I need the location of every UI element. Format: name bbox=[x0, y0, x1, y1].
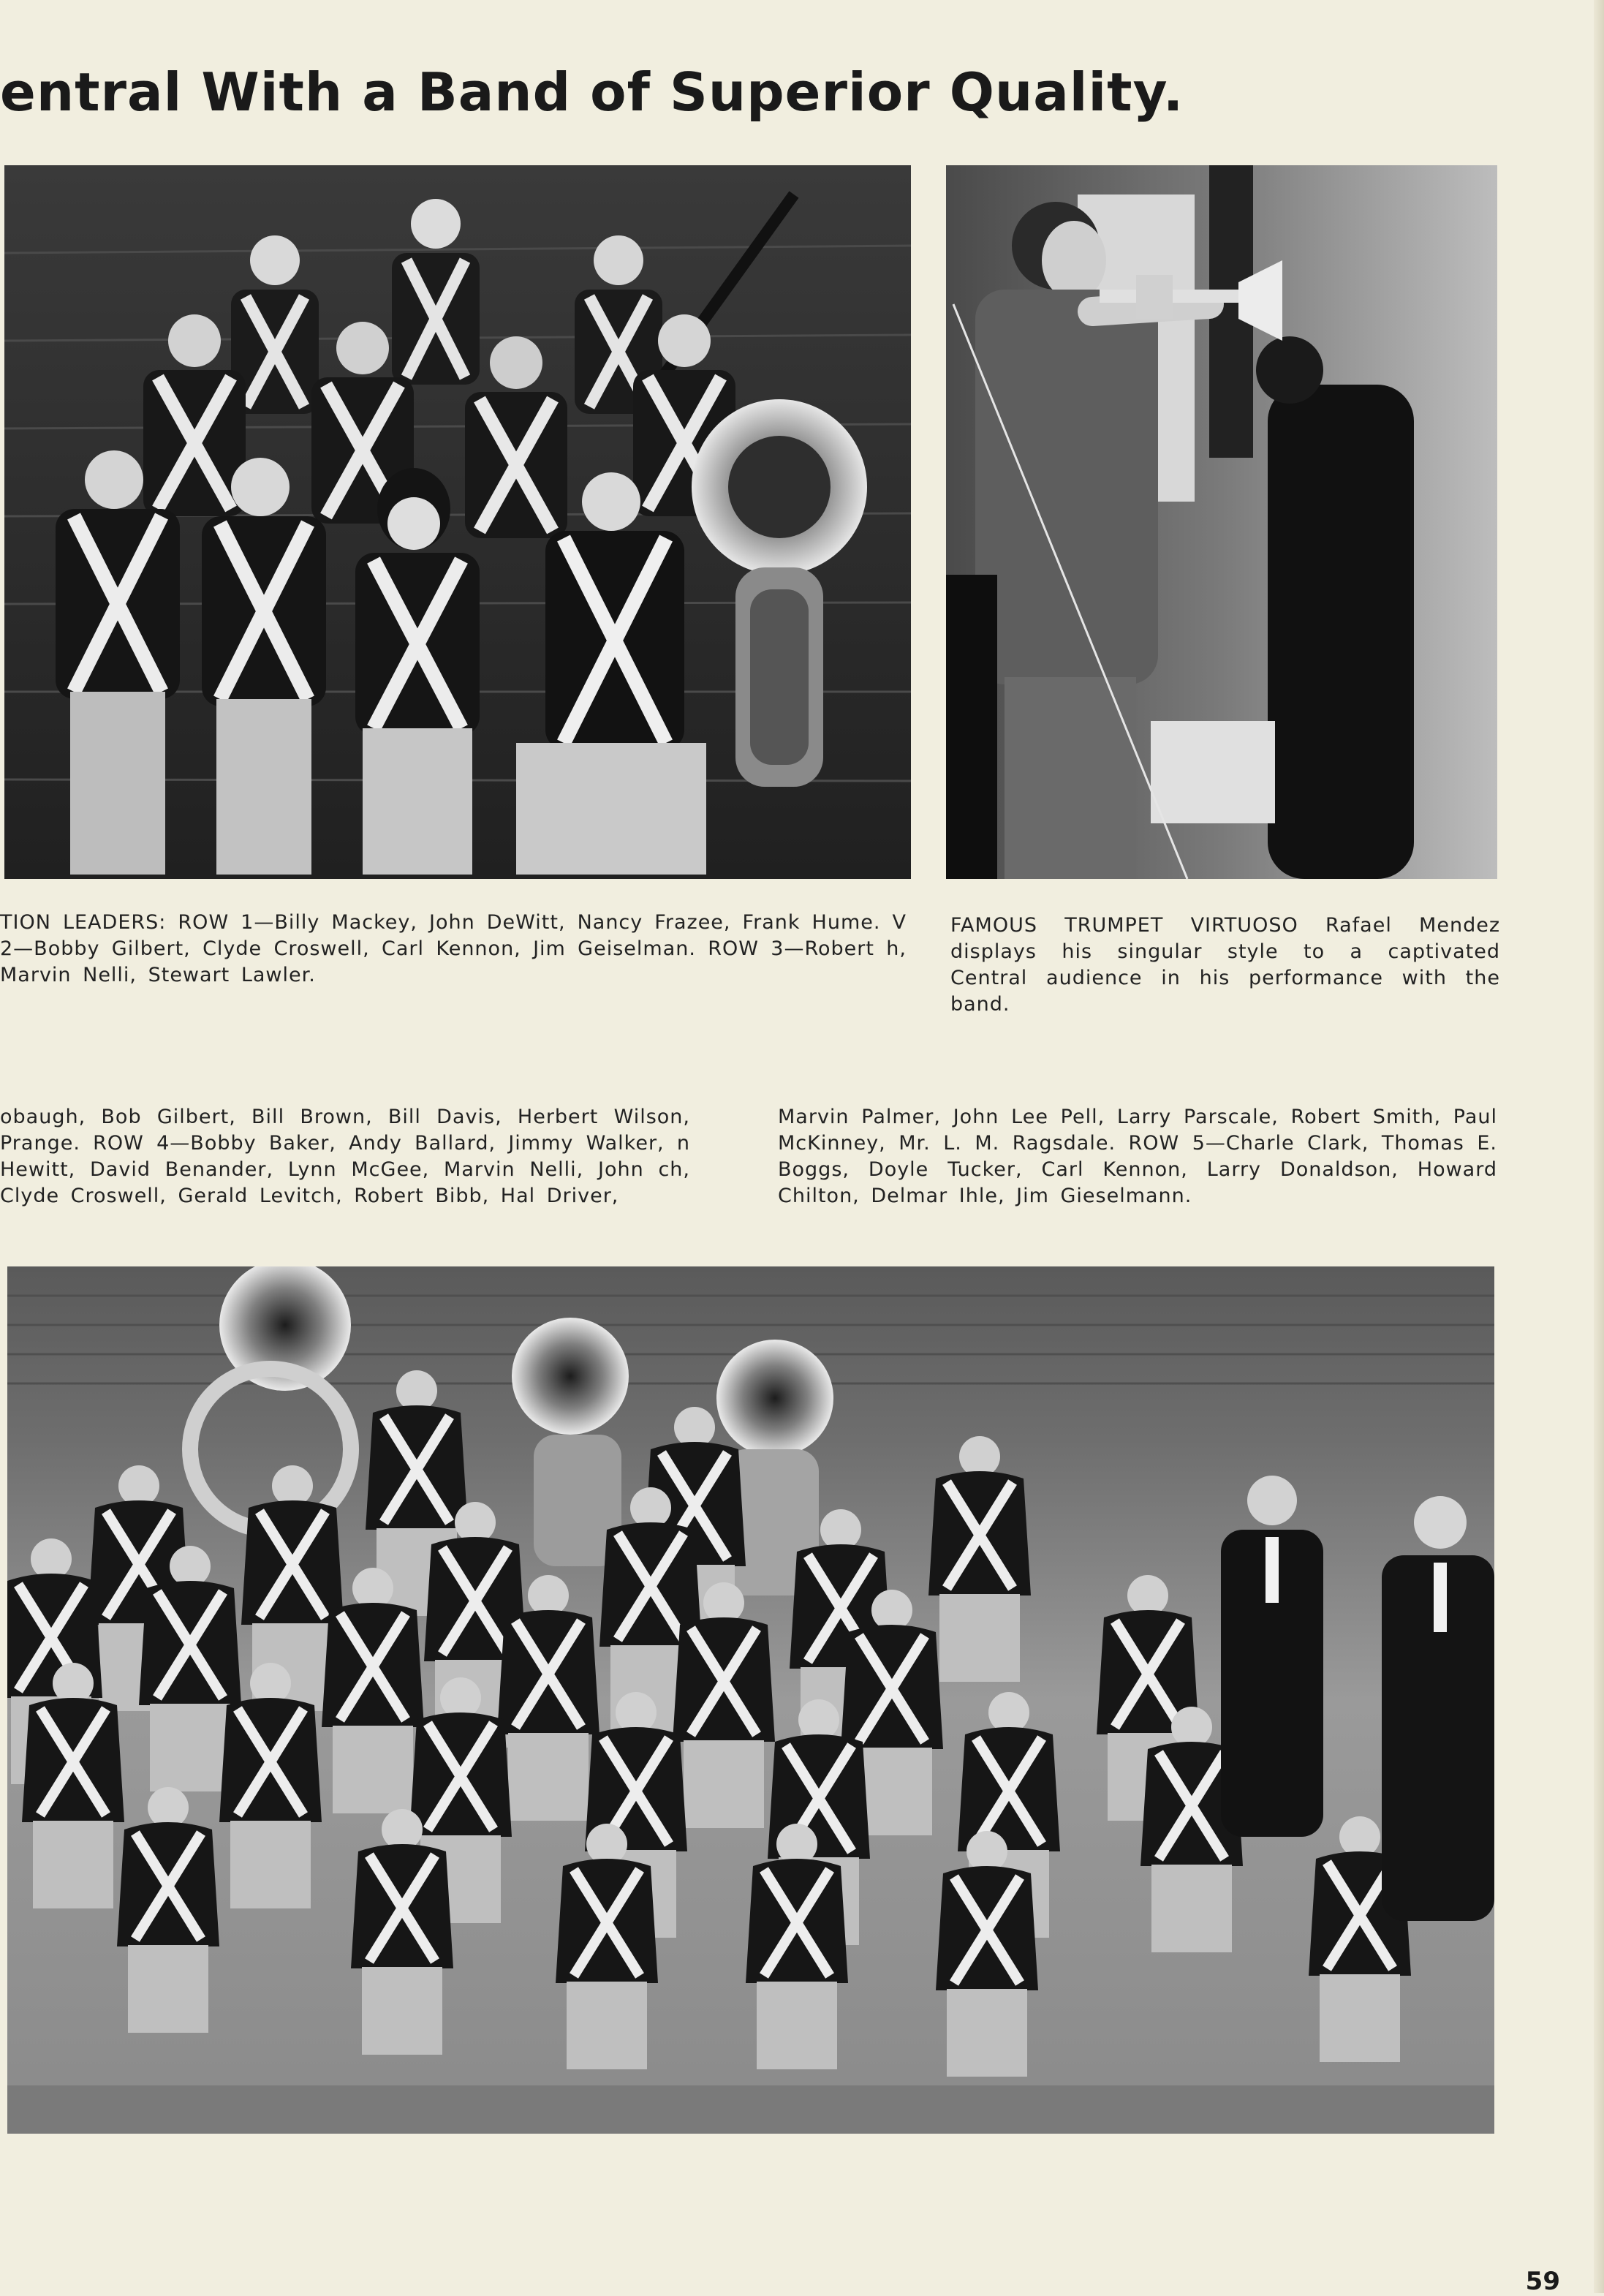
band-roster-right-text: Marvin Palmer, John Lee Pell, Larry Parscale, Robert Smith, Paul McKinney, Mr. L. M. Ragsdale. ROW 5—Charle Clark, Thomas E. Boggs, Doyle Tucker, Carl Kennon, Larry Donaldson, Howard Chilton, Delmar Ihle, Jim Gieselmann. bbox=[778, 1106, 1497, 1207]
trumpet-virtuoso-photo bbox=[946, 165, 1497, 879]
page-edge bbox=[1594, 0, 1604, 2293]
full-band-photo-art bbox=[7, 1266, 1494, 2134]
page-number: 59 bbox=[1525, 2267, 1560, 2296]
full-band-photo bbox=[7, 1266, 1494, 2134]
section-leaders-caption-text: TION LEADERS: ROW 1—Billy Mackey, John DeWitt, Nancy Frazee, Frank Hume. V 2—Bobby Gilbert, Clyde Croswell, Carl Kennon, Jim Geiselman. ROW 3—Robert h, Marvin Nelli, Stewart Lawler. bbox=[0, 911, 907, 986]
band-roster-caption-left bbox=[0, 1104, 690, 1209]
band-roster-left-text: obaugh, Bob Gilbert, Bill Brown, Bill Davis, Herbert Wilson, Prange. ROW 4—Bobby Baker, Andy Ballard, Jimmy Walker, n Hewitt, David Benander, Lynn McGee, Marvin Nelli, John ch, Clyde Croswell, Gerald Levitch, Robert Bibb, Hal Driver, bbox=[0, 1106, 690, 1207]
trumpet-virtuoso-photo-art bbox=[946, 165, 1497, 879]
section-leaders-photo bbox=[4, 165, 911, 879]
section-leaders-caption bbox=[0, 910, 907, 989]
trumpet-virtuoso-caption-text: FAMOUS TRUMPET VIRTUOSO Rafael Mendez displays his singular style to a captivated Central audience in his performance with the band. bbox=[950, 914, 1500, 1016]
page-headline: entral With a Band of Superior Quality. bbox=[0, 61, 1184, 123]
trumpet-virtuoso-caption bbox=[950, 913, 1500, 1018]
section-leaders-photo-art bbox=[4, 165, 911, 879]
band-roster-caption-right bbox=[778, 1104, 1497, 1209]
